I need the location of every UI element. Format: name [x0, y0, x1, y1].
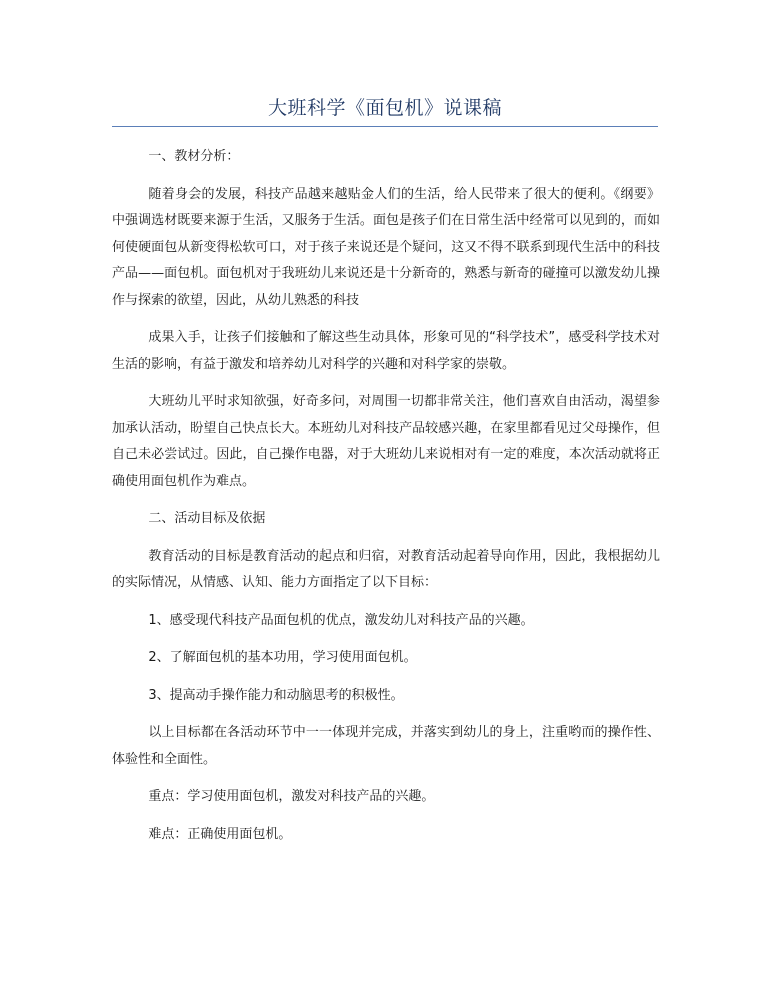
title-divider: [112, 126, 658, 127]
paragraph-background: 随着身会的发展，科技产品越来越贴金人们的生活，给人民带来了很大的便利。《纲要》中强调选材既要来源于生活，又服务于生活。面包是孩子们在日常生活中经常可以见到的，而如何使硬面包从新变得松软可口，对于孩子来说还是个疑问，这又不得不联系到现代生活中的科技产品——面包机。面包机对于我班幼儿来说还是十分新奇的，熟悉与新奇的碰撞可以激发幼儿操作与探索的欲望，因此，从幼儿熟悉的科技: [112, 186, 660, 308]
section-heading-analysis: 一、教材分析：: [148, 149, 240, 164]
key-point: 重点：学习使用面包机，激发对科技产品的兴趣。: [148, 789, 435, 804]
difficult-point: 难点：正确使用面包机。: [148, 826, 292, 842]
paragraph-learner-analysis: 大班幼儿平时求知欲强，好奇多问，对周围一切都非常关注，他们喜欢自由活动，渴望参加承认活动，盼望自己快点长大。本班幼儿对科技产品较感兴趣，在家里都看见过父母操作，但自己未必尝试过。因此，自己操作电器，对于大班幼儿来说相对有一定的难度，本次活动就将正确使用面包机作为难点。: [112, 394, 660, 489]
section-heading-goals: 二、活动目标及依据: [148, 511, 266, 526]
document-title: 大班科学《面包机》说课稿: [267, 97, 502, 119]
goal-item-1: 1、感受现代科技产品面包机的优点，激发幼儿对科技产品的兴趣。: [148, 612, 534, 628]
paragraph-goals-summary: 以上目标都在各活动环节中一一体现并完成，并落实到幼儿的身上，注重哟而的操作性、体验性和全面性。: [112, 725, 660, 767]
goal-item-3: 3、提高动手操作能力和动脑思考的积极性。: [148, 687, 404, 703]
document-body: [112, 144, 660, 859]
goal-item-2: 2、了解面包机的基本功用，学习使用面包机。: [148, 650, 417, 665]
paragraph-approach: 成果入手，让孩子们接触和了解这些生动具体，形象可见的“科学技术”，感受科学技术对生活的影响，有益于激发和培养幼儿对科学的兴趣和对科学家的崇敬。: [112, 330, 660, 372]
paragraph-goals-intro: 教育活动的目标是教育活动的起点和归宿，对教育活动起着导向作用，因此，我根据幼儿的实际情况，从情感、认知、能力方面指定了以下目标：: [112, 548, 660, 590]
